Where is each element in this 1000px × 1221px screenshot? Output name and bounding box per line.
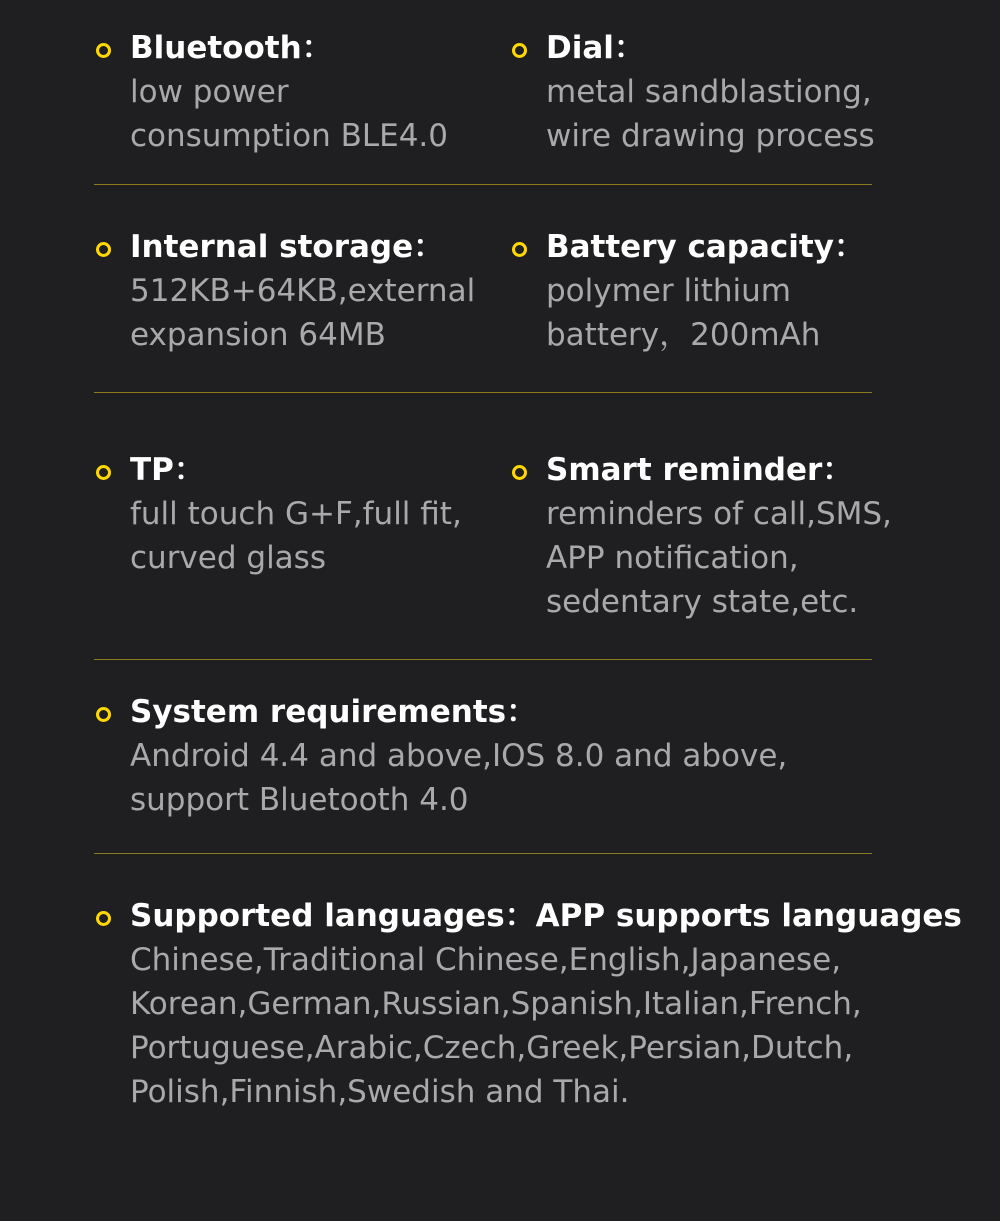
bullet-icon [512, 43, 527, 58]
bullet-icon [512, 242, 527, 257]
spec-internal-storage [130, 229, 476, 357]
spec-title: System requirements： [130, 694, 538, 730]
bullet-icon [96, 465, 111, 480]
divider [94, 853, 872, 854]
spec-supported-languages [130, 898, 962, 1114]
spec-description: metal sandblastiong, wire drawing process [546, 74, 875, 154]
spec-battery-capacity [546, 229, 865, 357]
spec-smart-reminder [546, 452, 892, 624]
bullet-icon [96, 911, 111, 926]
spec-description: Chinese,Traditional Chinese,English,Japanese, Korean,German,Russian,Spanish,Italian,French, Portuguese,Arabic,Czech,Greek,Persian,Dutch, Polish,Finnish,Swedish and Thai. [130, 942, 862, 1110]
spec-title: Internal storage： [130, 229, 445, 265]
bullet-icon [96, 43, 111, 58]
spec-description: low power consumption BLE4.0 [130, 74, 448, 154]
spec-system-requirements [130, 694, 788, 822]
spec-bluetooth [130, 30, 448, 158]
divider [94, 184, 872, 185]
spec-description: full touch G+F,full fit, curved glass [130, 496, 462, 576]
spec-title: Battery capacity： [546, 229, 865, 265]
bullet-icon [96, 707, 111, 722]
spec-title: TP： [130, 452, 205, 488]
spec-tp [130, 452, 462, 580]
spec-description: reminders of call,SMS, APP notification, sedentary state,etc. [546, 496, 892, 620]
spec-description: 512KB+64KB,external expansion 64MB [130, 273, 476, 353]
spec-title: Smart reminder： [546, 452, 854, 488]
spec-description: Android 4.4 and above,IOS 8.0 and above, support Bluetooth 4.0 [130, 738, 788, 818]
divider [94, 659, 872, 660]
divider [94, 392, 872, 393]
spec-title: Supported languages：APP supports languages [130, 898, 962, 934]
spec-title: Dial： [546, 30, 645, 66]
spec-dial [546, 30, 875, 158]
bullet-icon [96, 242, 111, 257]
spec-title: Bluetooth： [130, 30, 333, 66]
bullet-icon [512, 465, 527, 480]
spec-description: polymer lithium battery，200mAh [546, 273, 821, 353]
